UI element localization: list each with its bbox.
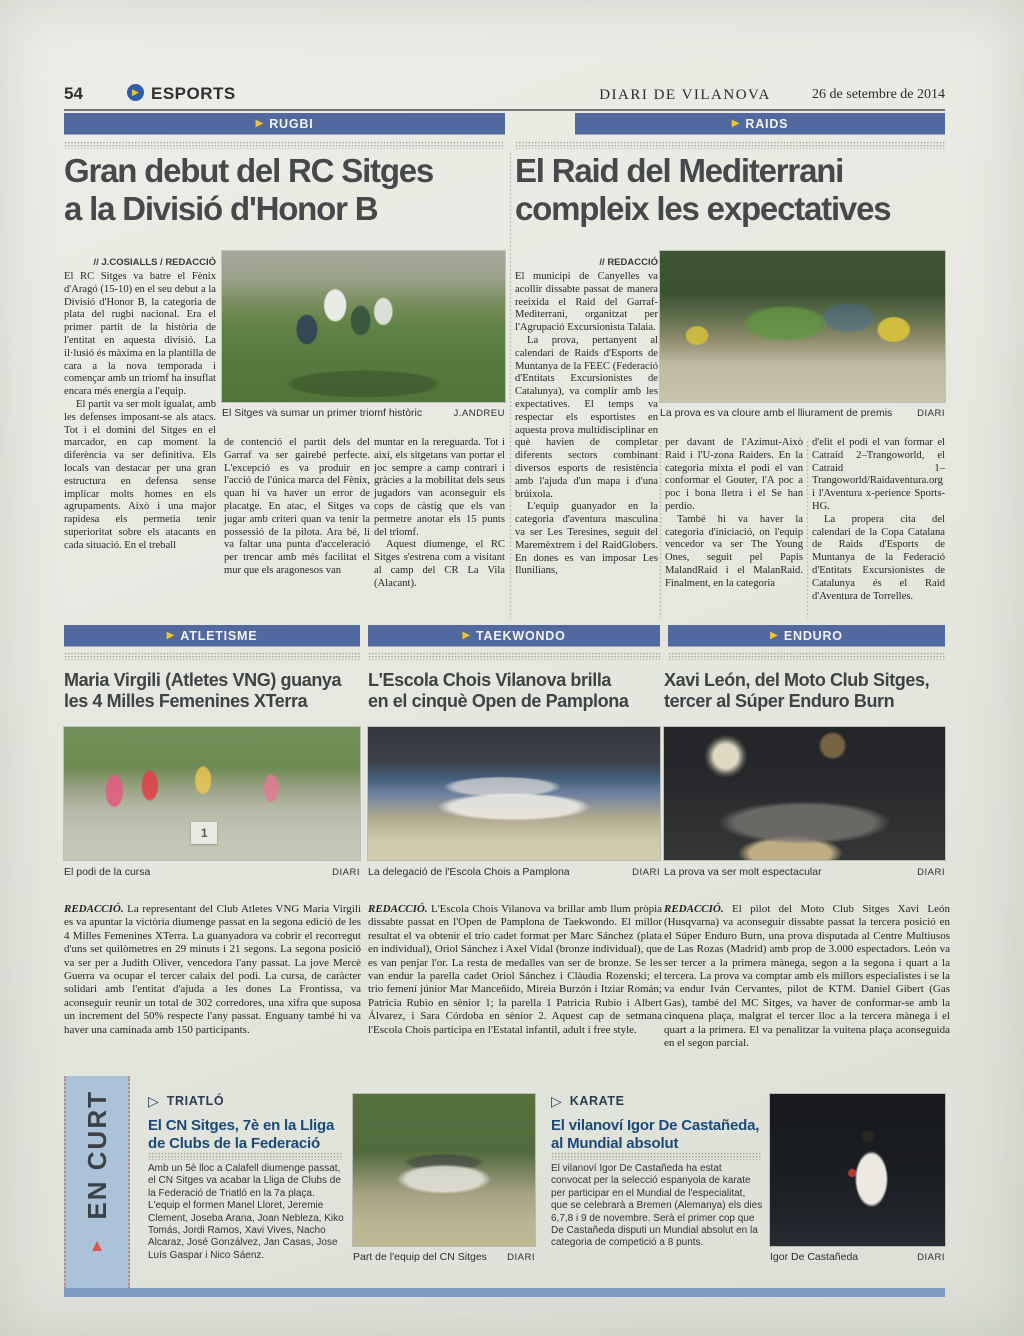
masthead: DIARI DE VILANOVA	[599, 87, 771, 103]
bottom-rule-bar	[64, 1288, 945, 1297]
photo-caption: El podi de la cursa	[64, 866, 151, 878]
photo-caption: La prova va ser molt espectacular	[664, 866, 822, 878]
podium-number: 1	[191, 822, 217, 844]
tag-label: RUGBI	[269, 116, 314, 131]
edition-date: 26 de setembre de 2014	[812, 87, 945, 102]
rugby-photo-caption-row	[222, 407, 505, 419]
dotted-rule	[515, 141, 945, 149]
red-triangle-icon: ▲	[88, 1235, 106, 1255]
headline-raids: El Raid del Mediterrani compleix les expectatives	[515, 152, 891, 227]
rugbi-column-3: muntar en la rereguarda. Tot i així, els sitgetans van portar el joc sempre a camp contrari i gràcies a la mobilitat dels seus jugadors van aconseguir els cops de càstig que els van permetre anotar els 15 punts del triomf. Aquest diumenge, el RC Sitges s'estrena com a visitant al camp del CR La Vila (Alacant).	[374, 437, 505, 589]
headline-enduro: Xavi León, del Moto Club Sitges, tercer al Súper Enduro Burn	[664, 670, 930, 711]
tag-label: ENDURO	[783, 628, 843, 643]
brief-tag-triatlo: ▷ TRIATLÓ	[148, 1093, 225, 1109]
enduro-body: REDACCIÓ. El pilot del Moto Club Sitges Xavi León (Husqvarna) va aconseguir dissabte passat la tercera posició en el Súper Enduro Burn, una prova disputada al Centre Multiusos de Las Rozas (Madrid) amb prop de 3.000 espectadors. León va ser tercer a la primera mànega, segon a la segona i quart a la tercera. La prova va comptar amb els millors especialistes i se la va endur Iván Cervantes, pilot de KTM. Daniel Gibert (Gas Gas), també del MC Sitges, va haver de conformar-se amb la cinquena plaça, malgrat el tercer lloc a la tercera mànega i el quart a la primera. El va penalitzar la vuitena plaça aconseguida en el segon parcial.	[664, 903, 951, 1050]
dotted-rule	[64, 141, 505, 149]
tag-rugbi	[64, 113, 505, 134]
photo-credit: DIARI	[917, 867, 945, 878]
tag-label: ATLETISME	[180, 628, 258, 643]
photo-caption: La prova es va cloure amb el lliurament de premis	[660, 407, 893, 419]
section-title: ESPORTS	[151, 84, 236, 103]
tag-arrow-icon: ▶	[166, 629, 175, 641]
triatlo-caption-row	[353, 1251, 535, 1263]
dotted-rule	[551, 1152, 761, 1160]
photo-caption: El Sitges va sumar un primer triomf històric	[222, 407, 423, 419]
raids-column-3: d'elit el podi el van formar el Catraid 2–Trangoworld, el Catraid 1–Trangoworld/Raidaventura.org i l'Aventura x-perience Sports-HG. La propera cita del calendari de la Copa Catalana de Raids d'Esports de Muntanya de la Federació d'Entitats Excursionistes de Catalunya és el Raid d'Aventura de Torrelles.	[812, 437, 945, 602]
tag-raids	[575, 113, 945, 134]
raid-photo-caption-row	[660, 407, 945, 419]
headline-triatlo: El CN Sitges, 7è en la Lliga de Clubs de la Federació	[148, 1117, 335, 1152]
triatlo-body: Amb un 5è lloc a Calafell diumenge passat, el CN Sitges va acabar la Lliga de Clubs de la Federació de Triatló en la 7a plaça. L'equip el formen Manel Lloret, Jeremie Clement, Joseba Arana, Joan Nebleza, Kiko Tomás, Jordi Ramos, Xavi Vives, Nacho Alcaraz, José Gonzálvez, Jan Casas, Jose Luís Gaspar i Nico Sáenz.	[148, 1163, 344, 1261]
dotted-rule	[64, 652, 360, 660]
headline-taekwondo: L'Escola Chois Vilanova brilla en el cinquè Open de Pamplona	[368, 670, 629, 711]
column-divider	[659, 440, 662, 618]
karate-athlete-photo	[770, 1094, 945, 1246]
triathlon-team-photo	[353, 1094, 535, 1246]
column-divider	[509, 152, 512, 618]
byline-rugbi: // J.COSIALLS / REDACCIÓ	[93, 257, 216, 268]
tag-taekwondo	[368, 625, 660, 646]
enduro-caption-row	[664, 866, 945, 878]
tag-label: RAIDS	[745, 116, 789, 131]
tag-arrow-icon: ▶	[462, 629, 471, 641]
photo-credit: DIARI	[507, 1252, 535, 1263]
encurt-strip	[64, 1076, 130, 1288]
raids-column-1: El municipi de Canyelles va acollir dissabte passat de manera reeixida el Raid del Garraf-Mediterrani, organitzat per l'Agrupació Excursionista Talaia. La prova, pertanyent al calendari de Raids d'Esports de Muntanya de la FEEC (Federació d'Entitats Excursionistes de Catalunya), va complir amb les expectatives. El temps va respectar els esportistes en aquesta prova multidisciplinar en què havien de completar diferents sectors combinant diversos esports de resistència amb l'ajuda d'un mapa i d'una brúixola. L'equip guanyador en la categoria d'aventura masculina va ser Les Teresines, seguit del Maremèxtrem i del RaidGlobers. En dones es van imposar Les Ilunilians,	[515, 271, 658, 577]
page-number: 54	[64, 84, 83, 103]
podium-caption-row	[64, 866, 360, 878]
karate-body: El vilanoví Igor De Castañeda ha estat convocat per la selecció espanyola de karate per participar en el Mundial de l'especialitat, que se celebrarà a Bremen (Alemanya) els dies 6,7,8 i 9 de novembre. Serà el primer cop que De Castañeda disputi un Mundial absolut en la categoria de competició a 8 punts.	[551, 1163, 763, 1249]
rugbi-column-2: de contenció el partit dels del Garraf va ser gairebé perfecte. L'excepció es va produir en l'acció de l'única marca del Fènix, quan hi va haver un error de placatge. En atac, el Sitges va jugar amb criteri quan va tenir la possessió de la pilota. Ara bé, li va faltar una punta d'acceleració per trencar amb més facilitat el mur que els aragonesos van	[224, 437, 370, 576]
karate-caption-row	[770, 1251, 945, 1263]
headline-rugbi: Gran debut del RC Sitges a la Divisió d'Honor B	[64, 152, 434, 227]
atletisme-body: REDACCIÓ. La representant del Club Atletes VNG Maria Virgili es va apuntar la victòria diumenge passat en la segona edició de les 4 Milles Femenines XTerra. La guanyadora va cobrir el recorregut d'uns set quilòmetres en 29 minuts i 21 segons. La segona posició va ser per a Judith Oliver, vencedora l'any passat. La jove Mercè Guerra va ocupar el tercer calaix del podi. La cursa, de caràcter solidari amb l'entitat d'ajuda a les dones La Frontissa, va aconseguir reunir un total de 302 corredores, una xifra que suposa un increment del 50% respecte l'any passat. Enguany també hi va haver una caminada amb 150 participants.	[64, 903, 361, 1036]
tag-atletisme	[64, 625, 360, 646]
photo-credit: DIARI	[632, 867, 660, 878]
column-divider	[806, 440, 809, 618]
photo-credit: J.ANDREU	[453, 408, 505, 419]
triangle-outline-icon: ▷	[148, 1093, 159, 1109]
photo-credit: DIARI	[917, 408, 945, 419]
triangle-outline-icon: ▷	[551, 1093, 562, 1109]
photo-caption: Part de l'equip del CN Sitges	[353, 1251, 487, 1263]
taekwondo-team-photo	[368, 727, 660, 860]
tag-arrow-icon: ▶	[770, 629, 778, 641]
photo-caption: La delegació de l'Escola Chois a Pamplona	[368, 866, 570, 878]
tag-arrow-icon: ▶	[255, 117, 264, 129]
tag-label: TAEKWONDO	[476, 628, 566, 643]
esports-arrow-icon: ▶	[127, 84, 144, 101]
tag-enduro	[668, 625, 945, 646]
tag-arrow-icon: ▶	[731, 117, 740, 129]
dotted-rule	[368, 652, 660, 660]
enduro-race-photo	[664, 727, 945, 860]
headline-atletisme: Maria Virgili (Atletes VNG) guanya les 4 Milles Femenines XTerra	[64, 670, 342, 711]
encurt-label: EN CURT	[81, 1090, 112, 1220]
taekwondo-caption-row	[368, 866, 660, 878]
header-rule	[64, 109, 945, 111]
brief-tag-karate: ▷ KARATE	[551, 1093, 625, 1109]
headline-karate: El vilanoví Igor De Castañeda, al Mundial absolut	[551, 1117, 760, 1152]
photo-credit: DIARI	[332, 867, 360, 878]
photo-credit: DIARI	[917, 1252, 945, 1263]
raids-column-2: per davant de l'Azimut-Això Raid i l'U-zona Raiders. En la categoria mixta el podi el van conformar el Gouter, l'A poc a poc i bona lletra i el Se han perdío. També hi va haver la categoria d'iniciació, on l'equip vencedor va ser The Young Ones, seguit pel Papis MalandRaid i el MalanRaid. Finalment, en la categoria	[665, 437, 803, 589]
dotted-rule	[148, 1152, 343, 1160]
raid-prizes-photo	[660, 251, 945, 402]
photo-caption: Igor De Castañeda	[770, 1251, 859, 1263]
taekwondo-body: REDACCIÓ. L'Escola Chois Vilanova va brillar amb llum pròpia dissabte passat en l'Open de Pamplona de Taekwondo. El millor resultat el va obtenir el trio cadet format per Marc Sánchez (plata en individual), Oriol Sánchez i Axel Vidal (bronze individual), que es van penjar l'or. La resta de medalles van ser de bronze. Se les van endur la parella cadet Oriol Sánchez i Clàudia Rozenski; el trio femení júnior Mar Manceñido, Mireia Burzón i Itziar Román; Patricia Rubio en sènior 1; la parella 1 Patricia Rubio i Albert Álvarez, i Sara Córdoba en sènior 2. Aquest cap de setmana l'Escola Chois participa en l'Estatal infantil, adult i free style.	[368, 903, 663, 1036]
dotted-rule	[668, 652, 945, 660]
rugby-match-photo	[222, 251, 505, 402]
rugbi-column-1: El RC Sitges va batre el Fènix d'Aragó (15-10) en el seu debut a la Divisió d'Honor B, la categoria de plata del rugbi nacional. Era el primer partit de la història de l'entitat en aquesta divisió. La il·lusió és màxima en la plantilla de cara a la nova temporada i començar amb un triomf ha insuflat encara més energia a l'equip. El partit va ser molt igualat, amb les defenses imposant-se als atacs. Tot i el domini del Sitges en el marcador, en cap moment la diferència va ser definitiva. Els locals van destacar per una gran estructura en defensa sense implicar molts homes en els agrupaments. Això i una major rapidesa els permetia tenir superioritat sobre els atacants en cada situació. En el treball	[64, 271, 216, 551]
byline-raids: // REDACCIÓ	[599, 257, 658, 268]
race-podium-photo	[64, 727, 360, 860]
